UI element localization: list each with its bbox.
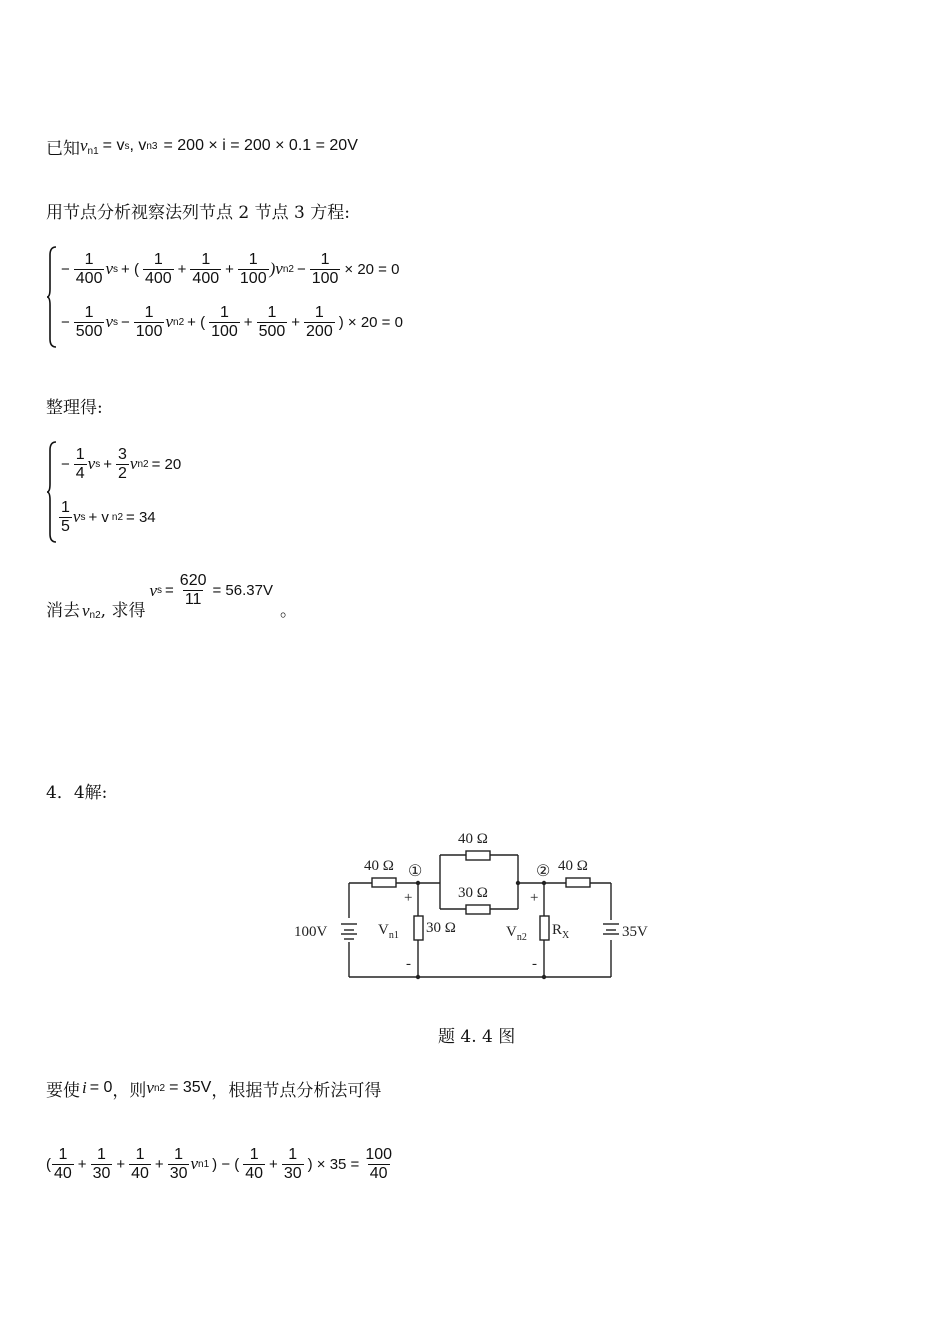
num: 1 <box>267 303 277 321</box>
period: 。 <box>279 601 297 621</box>
result-expr <box>149 572 275 609</box>
num: 1 <box>61 498 70 516</box>
var-v: v <box>146 1078 154 1097</box>
vn2-sub: n2 <box>516 932 527 943</box>
var-vn1 <box>80 136 99 157</box>
num: 1 <box>174 1145 184 1163</box>
fraction <box>116 446 129 483</box>
rx-label <box>552 922 570 941</box>
den: 100 <box>239 269 267 287</box>
minus-n2: - <box>532 956 537 972</box>
var-v: v <box>165 312 174 331</box>
var-v: v <box>82 601 90 620</box>
num: 1 <box>75 445 85 463</box>
op: + ( <box>121 260 139 278</box>
op: ( <box>46 1155 51 1173</box>
plus-n2: + <box>530 890 539 906</box>
rx-r: R <box>552 922 563 938</box>
node2-label: ② <box>536 863 551 880</box>
fraction <box>310 251 341 288</box>
den: 400 <box>144 269 172 287</box>
op: + ( <box>187 313 206 331</box>
eliminate-mid: , 求得 <box>100 601 146 621</box>
num: 1 <box>288 1145 298 1163</box>
op: + <box>177 260 187 278</box>
fraction <box>363 1146 394 1183</box>
op: − <box>61 313 70 331</box>
op: − <box>61 455 70 473</box>
op: = <box>165 582 174 599</box>
den: 40 <box>54 1164 72 1182</box>
var-v: v <box>149 580 158 600</box>
given-line <box>46 124 358 168</box>
fraction <box>52 1146 74 1183</box>
den: 30 <box>283 1164 302 1182</box>
fraction <box>257 304 288 341</box>
den: 40 <box>131 1164 149 1182</box>
condition-tail: ，根据节点分析法可得 <box>211 1080 382 1101</box>
op: − <box>296 260 306 278</box>
var-v: v <box>105 259 114 278</box>
var-v: v <box>87 454 96 473</box>
var-v: v <box>80 135 88 155</box>
fraction <box>91 1146 113 1183</box>
eliminate-prefix: 消去 <box>46 601 80 621</box>
op: + <box>116 1155 126 1173</box>
given-rest: = 200 × i = 200 × 0.1 = 20V <box>163 137 358 154</box>
op: ) × 35 = <box>307 1155 360 1173</box>
op: × 20 = 0 <box>344 260 400 278</box>
den: 40 <box>369 1164 388 1182</box>
sub: n1 <box>198 1158 210 1170</box>
brace-icon <box>46 440 58 544</box>
var-v: v <box>72 507 81 526</box>
den: 200 <box>306 322 333 340</box>
condition-mid: ，则 <box>112 1080 147 1101</box>
minus-n1: - <box>406 956 411 972</box>
fraction <box>143 251 174 288</box>
num: 1 <box>201 250 211 268</box>
vn2-v: V <box>506 924 517 940</box>
fraction <box>243 1146 265 1183</box>
eliminate-line <box>46 572 297 621</box>
den: 11 <box>184 591 202 608</box>
condition-prefix: 要使 <box>46 1080 80 1101</box>
fraction <box>168 1146 190 1183</box>
fraction <box>74 304 105 341</box>
fraction <box>59 499 72 536</box>
den: 40 <box>245 1164 264 1182</box>
den: 500 <box>258 322 286 340</box>
label-r-shunt: 30 Ω <box>426 920 456 936</box>
resistor-left-top <box>372 878 396 887</box>
equation-system-1 <box>46 245 466 350</box>
num: 1 <box>84 303 94 321</box>
system1-eq1 <box>58 247 402 291</box>
equation-system-2 <box>46 440 306 545</box>
den: 100 <box>311 269 339 287</box>
condition-line <box>46 1066 381 1110</box>
num: 1 <box>314 303 324 321</box>
sub: s <box>157 585 163 596</box>
figure-caption: 题 4. 4 图 <box>438 1027 516 1047</box>
eq-text: = v <box>102 137 125 154</box>
op: + <box>269 1155 278 1173</box>
resistor-rx <box>540 916 549 940</box>
sub: s <box>113 316 119 328</box>
op: = 20 <box>151 455 182 473</box>
sub: n2 <box>89 610 101 621</box>
sub: n2 <box>282 263 294 275</box>
op: = 56.37V <box>212 582 273 599</box>
den: 4 <box>75 464 85 482</box>
vn1-label <box>378 922 399 941</box>
sub: s <box>95 458 101 470</box>
num: 1 <box>144 303 154 321</box>
source-right-label: 35V <box>622 924 648 940</box>
fraction <box>238 251 269 288</box>
resistor-right-top <box>566 878 590 887</box>
resistor-mid-top <box>466 851 490 860</box>
num: 3 <box>117 445 127 463</box>
den: 500 <box>75 322 103 340</box>
circuit-diagram <box>280 820 680 995</box>
eq-zero: = 0 <box>89 1079 113 1096</box>
den: 400 <box>192 269 220 287</box>
var-v: )v <box>269 259 283 278</box>
label-r-mid-top: 40 Ω <box>458 831 488 847</box>
system2-eq2 <box>58 495 159 539</box>
simplify-line: 整理得: <box>46 398 103 418</box>
den: 30 <box>169 1164 188 1182</box>
fraction <box>190 251 221 288</box>
plus-n1: + <box>404 890 413 906</box>
fraction <box>74 446 87 483</box>
var-v: v <box>105 312 114 331</box>
op: ) × 20 = 0 <box>338 313 403 331</box>
sep-text: , v <box>129 137 147 154</box>
den: 5 <box>61 517 70 535</box>
sub: n2 <box>173 316 185 328</box>
num: 1 <box>84 250 94 268</box>
rx-sub: X <box>562 930 570 941</box>
num: 1 <box>153 250 163 268</box>
num: 1 <box>320 250 330 268</box>
resistor-mid-bottom <box>466 905 490 914</box>
fraction <box>282 1146 304 1183</box>
label-r-mid-bottom: 30 Ω <box>458 885 488 901</box>
var-v: v <box>129 454 138 473</box>
battery-right-icon <box>603 924 619 934</box>
vn2-label <box>506 924 527 943</box>
op: ) − ( <box>212 1155 240 1173</box>
sub: s <box>113 263 119 275</box>
brace-icon <box>46 245 58 349</box>
den: 2 <box>117 464 127 482</box>
sub: n2 <box>137 458 149 470</box>
op: − <box>61 260 70 278</box>
op: + <box>103 455 112 473</box>
op: + <box>77 1155 87 1173</box>
op: + <box>154 1155 164 1173</box>
op: + v <box>88 508 109 526</box>
num: 620 <box>179 572 207 589</box>
den: 400 <box>75 269 103 287</box>
sub: n2 <box>153 1082 166 1094</box>
op: = 34 <box>126 508 156 526</box>
den: 100 <box>135 322 163 340</box>
system2-eq1 <box>58 442 184 486</box>
sub: s <box>80 511 86 523</box>
label-r-right-top: 40 Ω <box>558 858 588 874</box>
final-equation <box>46 1142 395 1186</box>
num: 1 <box>58 1145 68 1163</box>
sub-n1: n1 <box>87 145 99 157</box>
method-line: 用节点分析视察法列节点 2 节点 3 方程: <box>46 203 350 223</box>
var-i: i <box>82 1078 87 1097</box>
var-v: v <box>190 1154 199 1173</box>
fraction <box>209 304 240 341</box>
fraction <box>304 304 335 341</box>
vn1-sub: n1 <box>388 930 399 941</box>
fraction <box>178 572 209 609</box>
resistor-shunt <box>414 916 423 940</box>
op: + <box>243 313 253 331</box>
num: 1 <box>97 1145 106 1163</box>
sub-n3: n3 <box>146 140 158 152</box>
den: 100 <box>211 322 238 340</box>
system1-eq2 <box>58 300 406 344</box>
num: 100 <box>365 1145 393 1163</box>
section-heading: 4．4解: <box>46 783 108 803</box>
num: 1 <box>248 250 258 268</box>
fraction <box>74 251 105 288</box>
sub: n2 <box>111 511 124 523</box>
num: 1 <box>219 303 229 321</box>
fraction <box>134 304 165 341</box>
given-prefix: 已知 <box>46 138 80 159</box>
den: 30 <box>92 1164 111 1182</box>
num: 1 <box>135 1145 145 1163</box>
source-left-label: 100V <box>294 924 328 940</box>
node1-label: ① <box>408 863 423 880</box>
op: − <box>121 313 130 331</box>
num: 1 <box>249 1145 259 1163</box>
battery-left-icon <box>341 924 357 939</box>
op: + <box>291 313 301 331</box>
value-35v: = 35V <box>169 1079 212 1096</box>
fraction <box>129 1146 151 1183</box>
op: + <box>225 260 234 278</box>
sub-s: s <box>124 140 130 152</box>
vn1-v: V <box>378 922 389 938</box>
label-r-left-top: 40 Ω <box>364 858 394 874</box>
